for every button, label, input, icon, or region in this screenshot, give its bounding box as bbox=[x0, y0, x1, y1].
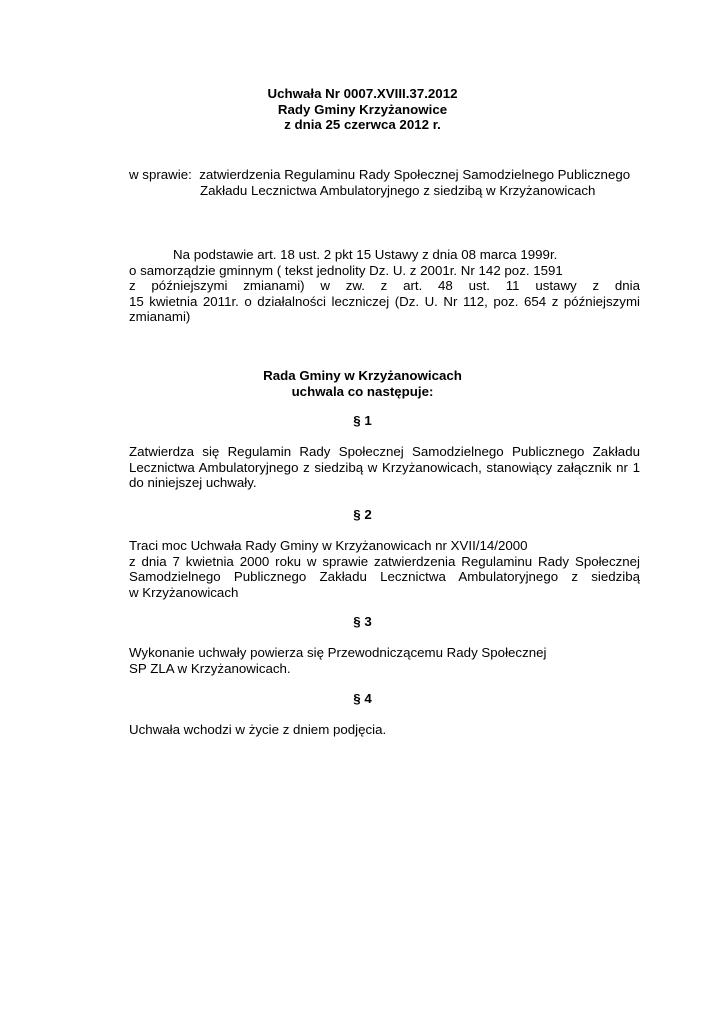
council-resolves: uchwala co następuje: bbox=[291, 383, 434, 399]
legal-basis-line-2: o samorządzie gminnym ( tekst jednolity Dz. U. z 2001r. Nr 142 poz. 1591 bbox=[129, 262, 563, 278]
section-2-line-3: Samodzielnego Publicznego Zakładu Lecznictwa Ambulatoryjnego z siedzibą bbox=[129, 569, 640, 584]
section-1-text bbox=[129, 444, 640, 491]
legal-basis bbox=[129, 247, 640, 325]
section-1-mark: § 1 bbox=[353, 413, 372, 428]
section-4-line-1: Uchwała wchodzi w życie z dniem podjęcia. bbox=[129, 722, 387, 737]
section-3-mark: § 3 bbox=[353, 614, 372, 629]
council-decision-heading bbox=[0, 368, 725, 399]
legal-basis-line-4: 15 kwietnia 2011r. o działalności leczniczej (Dz. U. Nr 112, poz. 654 z późniejszymi bbox=[129, 293, 640, 309]
section-3-text bbox=[129, 645, 640, 676]
subject-block bbox=[129, 167, 649, 199]
legal-basis-line-3: z późniejszymi zmianami) w zw. z art. 48 ust. 11 ustawy z dnia bbox=[129, 278, 640, 293]
council-name: Rada Gminy w Krzyżanowicach bbox=[263, 368, 462, 383]
resolution-title bbox=[0, 86, 725, 133]
section-3-line-1: Wykonanie uchwały powierza się Przewodniczącemu Rady Społecznej bbox=[129, 645, 547, 660]
subject-line-1: zatwierdzenia Regulaminu Rady Społecznej Samodzielnego Publicznego bbox=[199, 167, 631, 182]
section-4-text bbox=[129, 722, 640, 738]
section-3-line-2: SP ZLA w Krzyżanowicach. bbox=[129, 660, 291, 676]
section-1-line-1: Zatwierdza się Regulamin Rady Społecznej Samodzielnego Publicznego Zakładu bbox=[129, 444, 640, 459]
section-2-text bbox=[129, 538, 640, 600]
legal-basis-line-5: zmianami) bbox=[129, 309, 191, 324]
section-2-line-4: w Krzyżanowicach bbox=[129, 584, 239, 600]
section-4-mark: § 4 bbox=[353, 691, 372, 706]
subject-label: w sprawie: bbox=[129, 167, 200, 182]
section-2-mark: § 2 bbox=[353, 507, 372, 522]
section-1-line-2: Lecznictwa Ambulatoryjnego z siedzibą w Krzyżanowicach, stanowiący załącznik nr 1 bbox=[129, 459, 640, 475]
subject-line-2: Zakładu Lecznictwa Ambulatoryjnego z siedzibą w Krzyżanowicach bbox=[200, 183, 596, 198]
issuing-council: Rady Gminy Krzyżanowice bbox=[277, 101, 448, 117]
section-2-line-1: Traci moc Uchwała Rady Gminy w Krzyżanowicach nr XVII/14/2000 bbox=[129, 538, 528, 553]
resolution-date: z dnia 25 czerwca 2012 r. bbox=[284, 117, 441, 132]
legal-basis-line-1: Na podstawie art. 18 ust. 2 pkt 15 Ustawy z dnia 08 marca 1999r. bbox=[173, 247, 558, 262]
section-2-line-2: z dnia 7 kwietnia 2000 roku w sprawie zatwierdzenia Regulaminu Rady Społecznej bbox=[129, 553, 640, 569]
section-1-line-3: do niniejszej uchwały. bbox=[129, 475, 257, 490]
resolution-number: Uchwała Nr 0007.XVIII.37.2012 bbox=[267, 86, 458, 101]
